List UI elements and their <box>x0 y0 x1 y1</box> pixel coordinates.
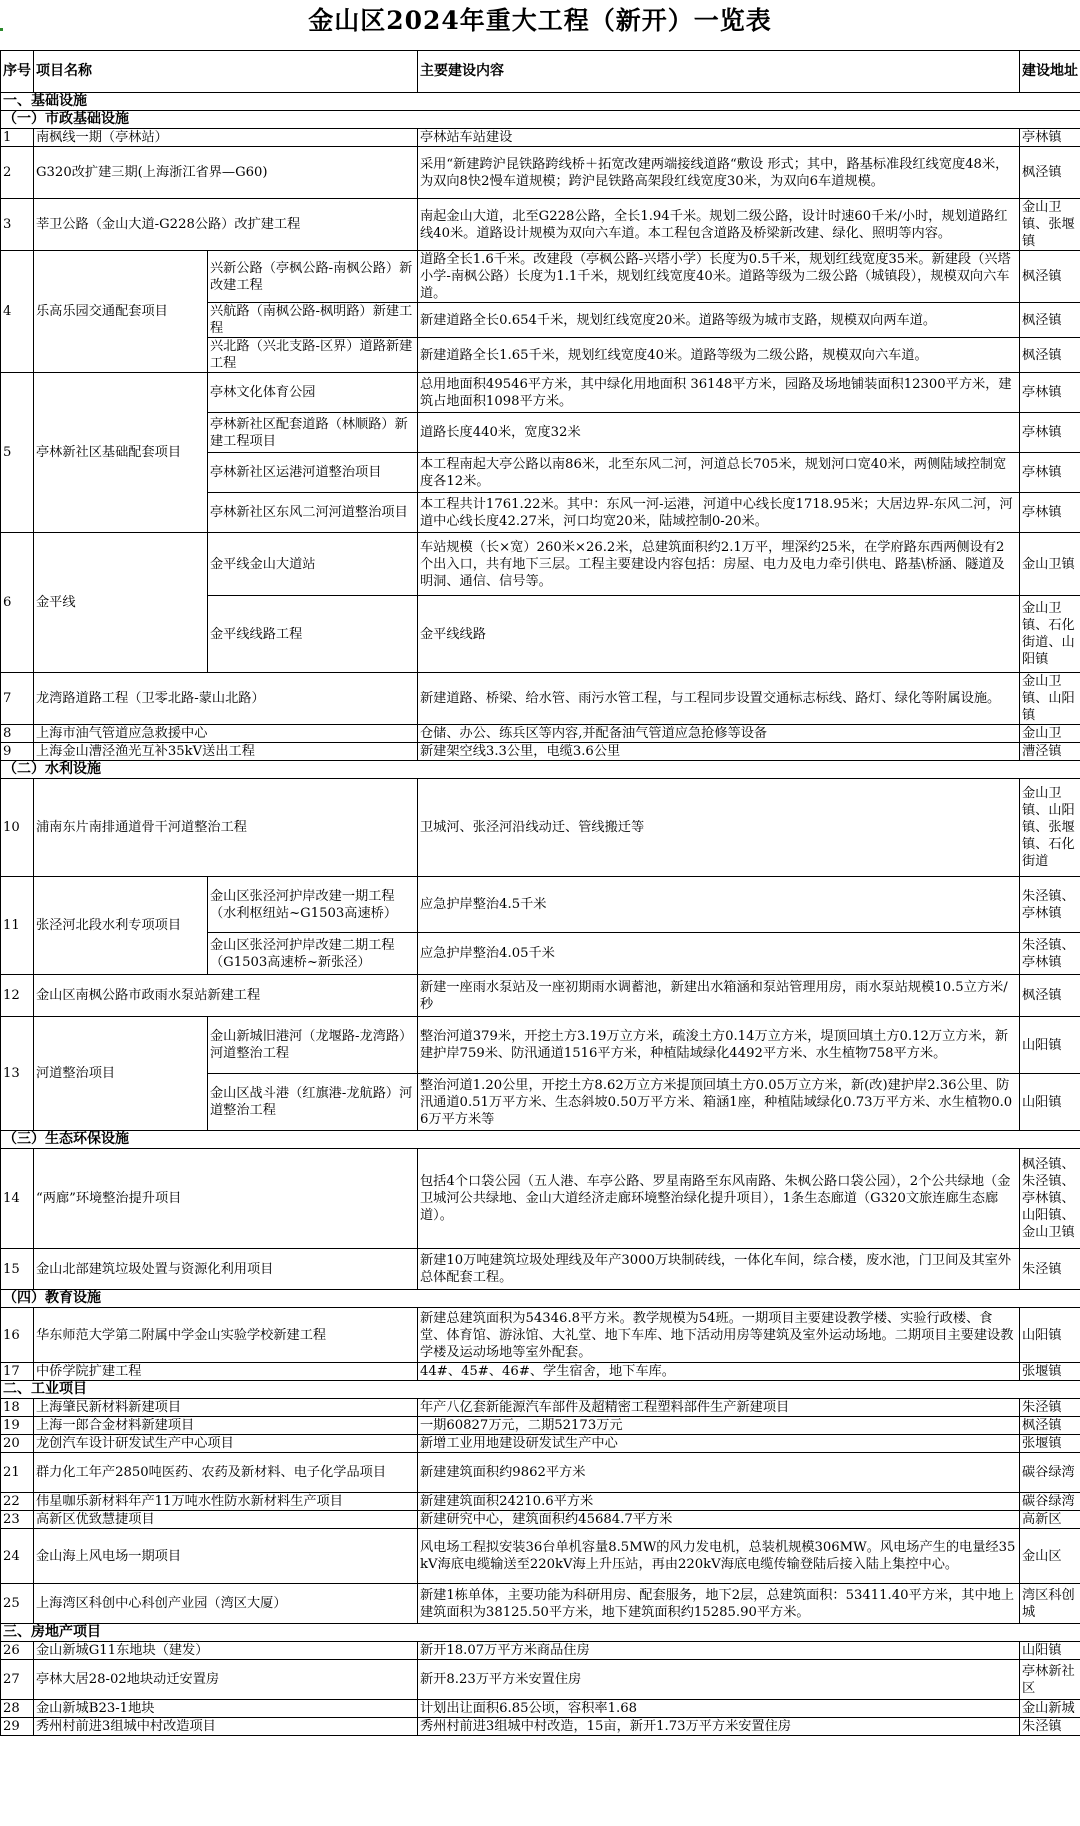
section-label: 二、工业项目 <box>1 1381 1080 1399</box>
construction-content: 新建道路全长1.65千米，规划红线宽度40米。道路等级为二级公路，规模双向六车道。 <box>418 338 1020 373</box>
project-name: 莘卫公路（金山大道-G228公路）改扩建工程 <box>34 199 418 251</box>
table-row <box>1 779 1080 877</box>
project-name: 上海金山漕泾渔光互补35kV送出工程 <box>34 743 418 761</box>
project-name: 金山区南枫公路市政雨水泵站新建工程 <box>34 975 418 1017</box>
construction-location: 金山卫 <box>1020 725 1080 743</box>
construction-content: 新建架空线3.3公里，电缆3.6公里 <box>418 743 1020 761</box>
construction-content: 应急护岸整治4.5千米 <box>418 877 1020 933</box>
table-row <box>1 1308 1080 1363</box>
row-number: 18 <box>1 1399 34 1417</box>
construction-location: 张堰镇 <box>1020 1363 1080 1381</box>
project-name: 河道整治项目 <box>34 1017 208 1131</box>
project-name: 金山海上风电场一期项目 <box>34 1529 418 1584</box>
table-row <box>1 1399 1080 1417</box>
construction-content: 年产八亿套新能源汽车部件及超精密工程塑料部件生产新建项目 <box>418 1399 1020 1417</box>
row-number: 16 <box>1 1308 34 1363</box>
construction-content: 新开8.23万平方米安置住房 <box>418 1660 1020 1700</box>
sub-project-name: 金山区张泾河护岸改建二期工程（G1503高速桥~新张泾） <box>208 933 418 975</box>
construction-content: 新建建筑面积约9862平方米 <box>418 1453 1020 1493</box>
construction-content: 仓储、办公、练兵区等内容,并配备油气管道应急抢修等设备 <box>418 725 1020 743</box>
header-name: 项目名称 <box>34 51 418 93</box>
row-number: 9 <box>1 743 34 761</box>
construction-location: 湾区科创城 <box>1020 1584 1080 1624</box>
sub-project-name: 金山区战斗港（红旗港-龙航路）河道整治工程 <box>208 1074 418 1131</box>
construction-location: 枫泾镇 <box>1020 1417 1080 1435</box>
page-title: 金山区2024年重大工程（新开）一览表 <box>308 6 772 35</box>
project-name: 金山北部建筑垃圾处置与资源化利用项目 <box>34 1249 418 1290</box>
construction-location: 山阳镇 <box>1020 1308 1080 1363</box>
project-name: 秀州村前进3组城中村改造项目 <box>34 1718 418 1736</box>
construction-content: 本工程南起大亭公路以南86米，北至东风二河，河道总长705米，规划河口宽40米，两侧陆域控制宽度各12米。 <box>418 453 1020 493</box>
construction-content: 本工程共计1761.22米。其中：东风一河-运港，河道中心线长度1718.95米；大居边界-东风二河，河道中心线长度42.27米，河口均宽20米，陆域控制0-20米。 <box>418 493 1020 533</box>
project-name: 龙创汽车设计研发试生产中心项目 <box>34 1435 418 1453</box>
construction-content: 新建研究中心，建筑面积约45684.7平方米 <box>418 1511 1020 1529</box>
project-name: 张泾河北段水利专项项目 <box>34 877 208 975</box>
table-row <box>1 1453 1080 1493</box>
construction-location: 金山卫镇、石化街道、山阳镇 <box>1020 596 1080 673</box>
row-number: 25 <box>1 1584 34 1624</box>
construction-content: 新建1栋单体，主要功能为科研用房、配套服务，地下2层，总建筑面积：53411.40平方米，其中地上建筑面积为38125.50平方米，地下建筑面积约15285.90平方米。 <box>418 1584 1020 1624</box>
header-content: 主要建设内容 <box>418 51 1020 93</box>
construction-content: 车站规模（长×宽）260米×26.2米，总建筑面积约2.1万平，埋深约25米，在学府路东西两侧设有2个出入口，共有地下三层。工程主要建设内容包括：房屋、电力及电力牵引供电、路基\桥涵、隧道及明洞、通信、信号等。 <box>418 533 1020 596</box>
construction-location: 张堰镇 <box>1020 1435 1080 1453</box>
construction-location: 金山卫镇、山阳镇 <box>1020 673 1080 725</box>
table-row <box>1 1249 1080 1290</box>
construction-content: 新建总建筑面积为54346.8平方米。教学规模为54班。一期项目主要建设教学楼、实验行政楼、食堂、体育馆、游泳馆、大礼堂、地下车库、地下活动用房等建筑及室外运动场地。二期项目主要建设教学楼及运动场地等室外配套。 <box>418 1308 1020 1363</box>
construction-content: 卫城河、张泾河沿线动迁、管线搬迁等 <box>418 779 1020 877</box>
table-row <box>1 251 1080 303</box>
row-number: 13 <box>1 1017 34 1131</box>
table-row <box>1 1529 1080 1584</box>
construction-content: 亭林站车站建设 <box>418 129 1020 147</box>
row-number: 17 <box>1 1363 34 1381</box>
construction-location: 亭林镇 <box>1020 453 1080 493</box>
sub-project-name: 兴北路（兴北支路-区界）道路新建工程 <box>208 338 418 373</box>
row-number: 14 <box>1 1149 34 1249</box>
construction-content: 新建一座雨水泵站及一座初期雨水调蓄池，新建出水箱涵和泵站管理用房，雨水泵站规模10.5立方米/秒 <box>418 975 1020 1017</box>
construction-location: 亭林镇 <box>1020 413 1080 453</box>
construction-location: 枫泾镇 <box>1020 147 1080 199</box>
sub-project-name: 亭林新社区配套道路（林顺路）新建工程项目 <box>208 413 418 453</box>
subsection-header-row <box>1 1290 1080 1308</box>
row-number: 20 <box>1 1435 34 1453</box>
construction-content: 44#、45#、46#、学生宿舍，地下车库。 <box>418 1363 1020 1381</box>
row-number: 12 <box>1 975 34 1017</box>
section-label: 一、基础设施 <box>1 93 1080 111</box>
project-name: 金山新城B23-1地块 <box>34 1700 418 1718</box>
section-header-row <box>1 1381 1080 1399</box>
table-header-row <box>1 51 1080 93</box>
project-name: 亭林新社区基础配套项目 <box>34 373 208 533</box>
table-row <box>1 1642 1080 1660</box>
table-row <box>1 1493 1080 1511</box>
sub-project-name: 亭林新社区东风二河河道整治项目 <box>208 493 418 533</box>
row-number: 26 <box>1 1642 34 1660</box>
construction-content: 总用地面积49546平方米，其中绿化用地面积 36148平方米，园路及场地铺装面积12300平方米，建筑占地面积1098平方米。 <box>418 373 1020 413</box>
construction-content: 新开18.07万平方米商品住房 <box>418 1642 1020 1660</box>
construction-content: 整治河道379米，开挖土方3.19万立方米，疏浚土方0.14万立方米，堤顶回填土方0.12万立方米，新建护岸759米、防汛通道1516平方米，种植陆域绿化4492平方米、水生植物758平方米。 <box>418 1017 1020 1074</box>
construction-location: 山阳镇 <box>1020 1642 1080 1660</box>
table-row <box>1 1363 1080 1381</box>
row-number: 7 <box>1 673 34 725</box>
subsection-label: （四）教育设施 <box>1 1290 1080 1308</box>
construction-content: 新建道路全长0.654千米，规划红线宽度20米。道路等级为城市支路，规模双向两车道。 <box>418 303 1020 338</box>
construction-content: 风电场工程拟安装36台单机容量8.5MW的风力发电机，总装机规模306MW。风电场产生的电量经35kV海底电缆输送至220kV海上升压站，再由220kV海底电缆传输登陆后接入陆上集控中心。 <box>418 1529 1020 1584</box>
table-row <box>1 129 1080 147</box>
table-row <box>1 147 1080 199</box>
project-table <box>0 50 1080 1736</box>
construction-location: 山阳镇 <box>1020 1074 1080 1131</box>
construction-content: 一期60827万元，二期52173万元 <box>418 1417 1020 1435</box>
construction-location: 碳谷绿湾 <box>1020 1453 1080 1493</box>
project-name: 群力化工年产2850吨医药、农药及新材料、电子化学品项目 <box>34 1453 418 1493</box>
table-row <box>1 1700 1080 1718</box>
table-row <box>1 1435 1080 1453</box>
row-number: 5 <box>1 373 34 533</box>
construction-location: 漕泾镇 <box>1020 743 1080 761</box>
row-number: 2 <box>1 147 34 199</box>
construction-content: 应急护岸整治4.05千米 <box>418 933 1020 975</box>
row-number: 11 <box>1 877 34 975</box>
construction-location: 朱泾镇、亭林镇 <box>1020 877 1080 933</box>
row-number: 3 <box>1 199 34 251</box>
project-name: 乐高乐园交通配套项目 <box>34 251 208 373</box>
row-number: 1 <box>1 129 34 147</box>
subsection-label: （一）市政基础设施 <box>1 111 1080 129</box>
construction-location: 亭林镇 <box>1020 373 1080 413</box>
project-name: G320改扩建三期(上海浙江省界—G60) <box>34 147 418 199</box>
sub-project-name: 亭林新社区运港河道整治项目 <box>208 453 418 493</box>
row-number: 23 <box>1 1511 34 1529</box>
table-row <box>1 1149 1080 1249</box>
construction-location: 亭林新社区 <box>1020 1660 1080 1700</box>
construction-location: 枫泾镇 <box>1020 303 1080 338</box>
construction-content: 新建道路、桥梁、给水管、雨污水管工程，与工程同步设置交通标志标线、路灯、绿化等附属设施。 <box>418 673 1020 725</box>
table-row <box>1 533 1080 596</box>
construction-content: 包括4个口袋公园（五人港、车亭公路、罗星南路至东风南路、朱枫公路口袋公园），2个公共绿地（金卫城河公共绿地、金山大道经济走廊环境整治绿化提升项目），1条生态廊道（G320文旅连廊生态廊道）。 <box>418 1149 1020 1249</box>
construction-content: 整治河道1.20公里，开挖土方8.62万立方米提顶回填土方0.05万立方米，新(改)建护岸2.36公里、防汛通道0.51万平方米、生态斜坡0.50万平方米、箱涵1座，种植陆域绿化0.73万平方米、水生植物0.06万平方米等 <box>418 1074 1020 1131</box>
subsection-label: （二）水利设施 <box>1 761 1080 779</box>
project-name: 高新区优致慧捷项目 <box>34 1511 418 1529</box>
row-number: 15 <box>1 1249 34 1290</box>
construction-content: 新建建筑面积24210.6平方米 <box>418 1493 1020 1511</box>
row-number: 4 <box>1 251 34 373</box>
construction-location: 朱泾镇 <box>1020 1399 1080 1417</box>
construction-content: 秀州村前进3组城中村改造，15亩，新开1.73万平方米安置住房 <box>418 1718 1020 1736</box>
construction-location: 枫泾镇 <box>1020 975 1080 1017</box>
table-row <box>1 725 1080 743</box>
project-name: 龙湾路道路工程（卫零北路-蒙山北路） <box>34 673 418 725</box>
table-row <box>1 1660 1080 1700</box>
construction-location: 枫泾镇、朱泾镇、亭林镇、山阳镇、金山卫镇 <box>1020 1149 1080 1249</box>
table-row <box>1 1511 1080 1529</box>
header-no: 序号 <box>1 51 34 93</box>
construction-content: 南起金山大道，北至G228公路，全长1.94千米。规划二级公路，设计时速60千米/小时，规划道路红线40米。道路设计规模为双向六车道。本工程包含道路及桥梁新改建、绿化、照明等内容。 <box>418 199 1020 251</box>
construction-content: 采用“新建跨沪昆铁路跨线桥＋拓宽改建两端接线道路“敷设 形式；其中，路基标准段红线宽度48米，为双向8快2慢车道规模；跨沪昆铁路高架段红线宽度30米，为双向6车道规模。 <box>418 147 1020 199</box>
project-name: 亭林大居28-02地块动迁安置房 <box>34 1660 418 1700</box>
row-number: 28 <box>1 1700 34 1718</box>
construction-location: 金山区 <box>1020 1529 1080 1584</box>
construction-location: 朱泾镇 <box>1020 1249 1080 1290</box>
project-name: 金山新城G11东地块（建发） <box>34 1642 418 1660</box>
construction-location: 枫泾镇 <box>1020 251 1080 303</box>
construction-content: 金平线线路 <box>418 596 1020 673</box>
header-location: 建设地址 <box>1020 51 1080 93</box>
row-number: 19 <box>1 1417 34 1435</box>
table-row <box>1 373 1080 413</box>
table-row <box>1 199 1080 251</box>
sub-project-name: 兴新公路（亭枫公路-南枫公路）新改建工程 <box>208 251 418 303</box>
construction-location: 碳谷绿湾 <box>1020 1493 1080 1511</box>
construction-content: 道路全长1.6千米。改建段（亭枫公路-兴塔小学）长度为0.5千米，规划红线宽度35米。新建段（兴塔小学-南枫公路）长度为1.1千米，规划红线宽度40米。道路等级为二级公路（城镇段），规模双向六车道。 <box>418 251 1020 303</box>
construction-location: 亭林镇 <box>1020 129 1080 147</box>
table-row <box>1 743 1080 761</box>
table-row <box>1 1584 1080 1624</box>
sub-project-name: 金平线金山大道站 <box>208 533 418 596</box>
construction-location: 金山卫镇、张堰镇 <box>1020 199 1080 251</box>
table-row <box>1 1417 1080 1435</box>
row-number: 22 <box>1 1493 34 1511</box>
row-number: 8 <box>1 725 34 743</box>
project-name: 上海湾区科创中心科创产业园（湾区大厦） <box>34 1584 418 1624</box>
project-name: 伟星咖乐新材料年产11万吨水性防水新材料生产项目 <box>34 1493 418 1511</box>
construction-content: 新建10万吨建筑垃圾处理线及年产3000万块制砖线，一体化车间，综合楼，废水池，门卫间及其室外总体配套工程。 <box>418 1249 1020 1290</box>
construction-location: 朱泾镇、亭林镇 <box>1020 933 1080 975</box>
section-header-row <box>1 93 1080 111</box>
construction-location: 山阳镇 <box>1020 1017 1080 1074</box>
row-number: 21 <box>1 1453 34 1493</box>
subsection-header-row <box>1 761 1080 779</box>
table-row <box>1 1718 1080 1736</box>
subsection-header-row <box>1 111 1080 129</box>
sub-project-name: 金平线线路工程 <box>208 596 418 673</box>
project-name: 金平线 <box>34 533 208 673</box>
construction-content: 道路长度440米，宽度32米 <box>418 413 1020 453</box>
table-row <box>1 975 1080 1017</box>
construction-content: 新增工业用地建设研发试生产中心 <box>418 1435 1020 1453</box>
project-name: 华东师范大学第二附属中学金山实验学校新建工程 <box>34 1308 418 1363</box>
project-name: 中侨学院扩建工程 <box>34 1363 418 1381</box>
construction-content: 计划出让面积6.85公顷，容积率1.68 <box>418 1700 1020 1718</box>
table-row <box>1 673 1080 725</box>
sub-project-name: 兴航路（南枫公路-枫明路）新建工程 <box>208 303 418 338</box>
construction-location: 朱泾镇 <box>1020 1718 1080 1736</box>
subsection-header-row <box>1 1131 1080 1149</box>
sub-project-name: 金山区张泾河护岸改建一期工程（水利枢纽站~G1503高速桥） <box>208 877 418 933</box>
row-number: 24 <box>1 1529 34 1584</box>
row-number: 29 <box>1 1718 34 1736</box>
construction-location: 高新区 <box>1020 1511 1080 1529</box>
subsection-label: （三）生态环保设施 <box>1 1131 1080 1149</box>
row-number: 27 <box>1 1660 34 1700</box>
construction-location: 金山新城 <box>1020 1700 1080 1718</box>
section-label: 三、房地产项目 <box>1 1624 1080 1642</box>
construction-location: 亭林镇 <box>1020 493 1080 533</box>
construction-location: 枫泾镇 <box>1020 338 1080 373</box>
project-name: 上海市油气管道应急救援中心 <box>34 725 418 743</box>
construction-location: 金山卫镇 <box>1020 533 1080 596</box>
section-header-row <box>1 1624 1080 1642</box>
construction-location: 金山卫镇、山阳镇、张堰镇、石化街道 <box>1020 779 1080 877</box>
table-row <box>1 877 1080 933</box>
sub-project-name: 金山新城旧港河（龙堰路-龙湾路）河道整治工程 <box>208 1017 418 1074</box>
project-name: 南枫线一期（亭林站） <box>34 129 418 147</box>
project-name: 上海一郎合金材料新建项目 <box>34 1417 418 1435</box>
project-name: 浦南东片南排通道骨干河道整治工程 <box>34 779 418 877</box>
table-row <box>1 1017 1080 1074</box>
row-number: 6 <box>1 533 34 673</box>
project-name: “两廊”环境整治提升项目 <box>34 1149 418 1249</box>
row-number: 10 <box>1 779 34 877</box>
sub-project-name: 亭林文化体育公园 <box>208 373 418 413</box>
project-name: 上海肇民新材料新建项目 <box>34 1399 418 1417</box>
